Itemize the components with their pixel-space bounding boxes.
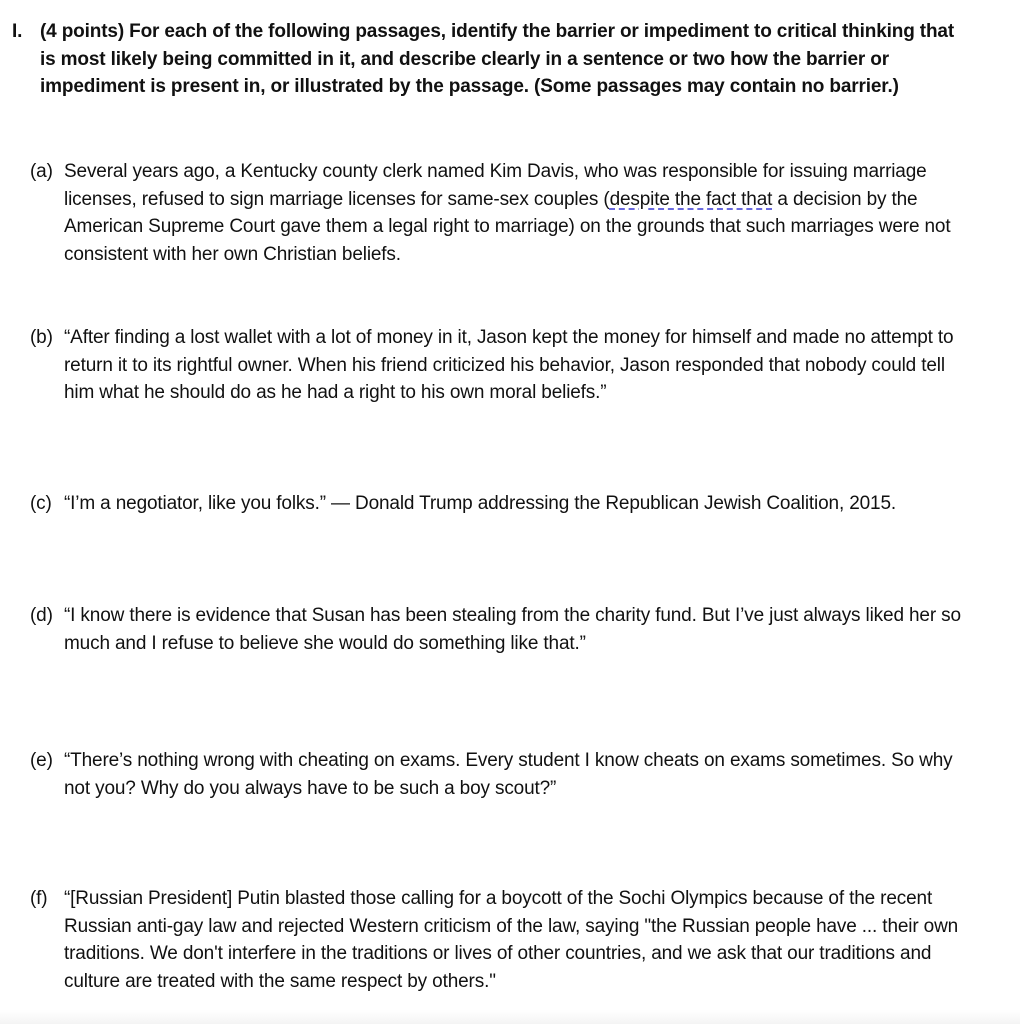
passage-text: “I know there is evidence that Susan has been stealing from the charity fund. But I’ve just always liked her so much and I refuse to believe she would do something like that.” — [64, 605, 961, 654]
passage-label: (e) — [30, 750, 53, 771]
question-number: I. — [12, 21, 23, 42]
passage-text: “After finding a lost wallet with a lot of money in it, Jason kept the money for himself and made no attempt to return it to its rightful owner. When his friend criticized his behavior, Jason responded that nobody could tell him what he should do as he had a right to his own moral beliefs.” — [64, 327, 954, 403]
passage-label: (a) — [30, 161, 53, 182]
passage-text: “I’m a negotiator, like you folks.” — Donald Trump addressing the Republican Jewish Coalition, 2015. — [64, 493, 896, 514]
passage-label: (b) — [30, 327, 53, 348]
spellcheck-underlined-phrase: despite the fact that — [609, 188, 773, 210]
passage-e — [30, 747, 975, 802]
passage-text-part: a decision by the American Supreme Court gave them a legal right to marriage) on the grounds that such marriages were not consistent with her own Christian beliefs. — [64, 188, 951, 265]
question-instructions: (4 points) For each of the following passages, identify the barrier or impediment to critical thinking that is most likely being committed in it, and describe clearly in a sentence or two how the barrier or impediment is present in, or illustrated by the passage. (Some passages may contain no barrier.) — [40, 21, 955, 97]
passage-text-part: Several years ago, a Kentucky county clerk named Kim Davis, who was responsible for issuing marriage licenses, refused to sign marriage licenses for same-sex couples ( — [64, 161, 927, 210]
passage-text: “[Russian President] Putin blasted those calling for a boycott of the Sochi Olympics because of the recent Russian anti-gay law and rejected Western criticism of the law, saying "the Russian people have ... their own traditions. We don't interfere in the traditions or lives of other countries, and we ask that our traditions and culture are treated with the same respect by others." — [64, 888, 959, 992]
passage-label: (d) — [30, 605, 53, 626]
page-bottom-edge — [0, 1010, 1020, 1024]
passage-label: (c) — [30, 493, 52, 514]
passage-b — [30, 324, 975, 407]
passage-a — [30, 158, 975, 268]
passage-d — [30, 602, 975, 657]
passage-text — [30, 158, 975, 268]
passage-text: “There’s nothing wrong with cheating on exams. Every student I know cheats on exams sometimes. So why not you? Why do you always have to be such a boy scout?” — [64, 750, 953, 799]
passage-c — [30, 490, 975, 518]
question-heading — [12, 18, 972, 101]
passage-label: (f) — [30, 888, 48, 909]
passage-f — [30, 885, 975, 995]
